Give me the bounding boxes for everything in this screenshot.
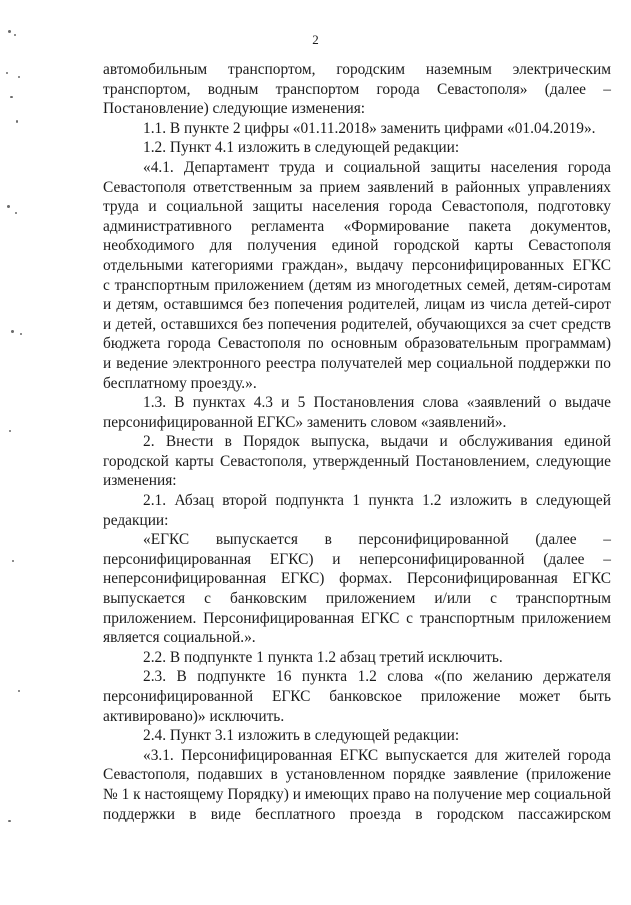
text-line: изменения:	[103, 472, 177, 490]
document-body	[103, 60, 611, 824]
text-line: с транспортным приложением (детям из многодетных семей, детям-сиротам	[103, 276, 611, 294]
text-line: персонифицированной ЕГКС» заменить словом «заявлений».	[103, 413, 507, 431]
text-line: и детей, оставшихся без попечения родителей, обучающихся за счет средств	[103, 315, 611, 333]
text-line: неперсонифицированная ЕГКС) формах. Персонифицированная ЕГКС	[103, 570, 611, 588]
text-line: Постановление) следующие изменения:	[103, 100, 366, 118]
text-line: и ведение электронного реестра получателей мер социальной поддержки по	[103, 354, 611, 372]
text-line: «3.1. Персонифицированная ЕГКС выпускается для жителей города	[143, 746, 611, 764]
text-line: Севастополя, подавших в установленном порядке заявление (приложение	[103, 766, 611, 784]
text-line: персонифицированной ЕГКС банковское приложение может быть	[103, 688, 611, 705]
text-line: 2.3. В подпункте 16 пункта 1.2 слова «(по желанию держателя	[143, 668, 611, 686]
text-line: необходимого для получения единой городской карты Севастополя	[103, 237, 611, 255]
text-line: автомобильным транспортом, городским наземным электрическим	[103, 61, 611, 78]
text-line: отдельными категориями граждан», выдачу персонифицированных ЕГКС	[103, 256, 611, 274]
text-line: 2.4. Пункт 3.1 изложить в следующей редакции:	[143, 727, 460, 745]
text-line: является социальной.».	[103, 629, 256, 647]
text-line: выпускается с банковским приложением и/или с транспортным	[103, 590, 611, 608]
text-line: 2. Внести в Порядок выпуска, выдачи и обслуживания единой	[143, 433, 611, 451]
text-line: городской карты Севастополя, утвержденный Постановлением, следующие	[103, 452, 611, 470]
text-line: административного регламента «Формирование пакета документов,	[103, 217, 611, 235]
text-line: 2.2. В подпункте 1 пункта 1.2 абзац третий исключить.	[143, 648, 503, 666]
text-line: транспортом, водным транспортом города Севастополя» (далее –	[103, 80, 611, 98]
text-line: «4.1. Департамент труда и социальной защиты населения города	[143, 158, 611, 176]
text-line: и детям, оставшимся без попечения родителей, лицам из числа детей-сирот	[103, 296, 611, 314]
text-line: 2.1. Абзац второй подпункта 1 пункта 1.2 изложить в следующей	[143, 492, 611, 510]
text-line: 1.2. Пункт 4.1 изложить в следующей редакции:	[143, 139, 460, 157]
text-line: труда и социальной защиты населения города Севастополя, подготовку	[103, 198, 611, 216]
text-line: 1.1. В пункте 2 цифры «01.11.2018» заменить цифрами «01.04.2019».	[143, 119, 596, 137]
text-line: активировано)» исключить.	[103, 707, 285, 725]
text-line: приложением. Персонифицированная ЕГКС с транспортным приложением	[103, 609, 611, 627]
text-line: бесплатному проезду.».	[103, 374, 257, 392]
text-line: 1.3. В пунктах 4.3 и 5 Постановления слова «заявлений о выдаче	[143, 394, 611, 412]
text-line: № 1 к настоящему Порядку) и имеющих право на получение мер социальной	[103, 785, 611, 803]
text-line: Севастополя ответственным за прием заявлений в районных управлениях	[103, 178, 611, 196]
text-line: поддержки в виде бесплатного проезда в городском пассажирском	[103, 805, 611, 823]
text-line: персонифицированная ЕГКС) и неперсонифицированной (далее –	[103, 550, 611, 568]
text-line: «ЕГКС выпускается в персонифицированной (далее –	[143, 531, 611, 549]
text-line: бюджета города Севастополя по основным образовательным программам)	[103, 335, 611, 353]
scan-margin-noise	[0, 0, 40, 905]
page-number: 2	[312, 32, 319, 47]
text-line: редакции:	[103, 511, 169, 529]
